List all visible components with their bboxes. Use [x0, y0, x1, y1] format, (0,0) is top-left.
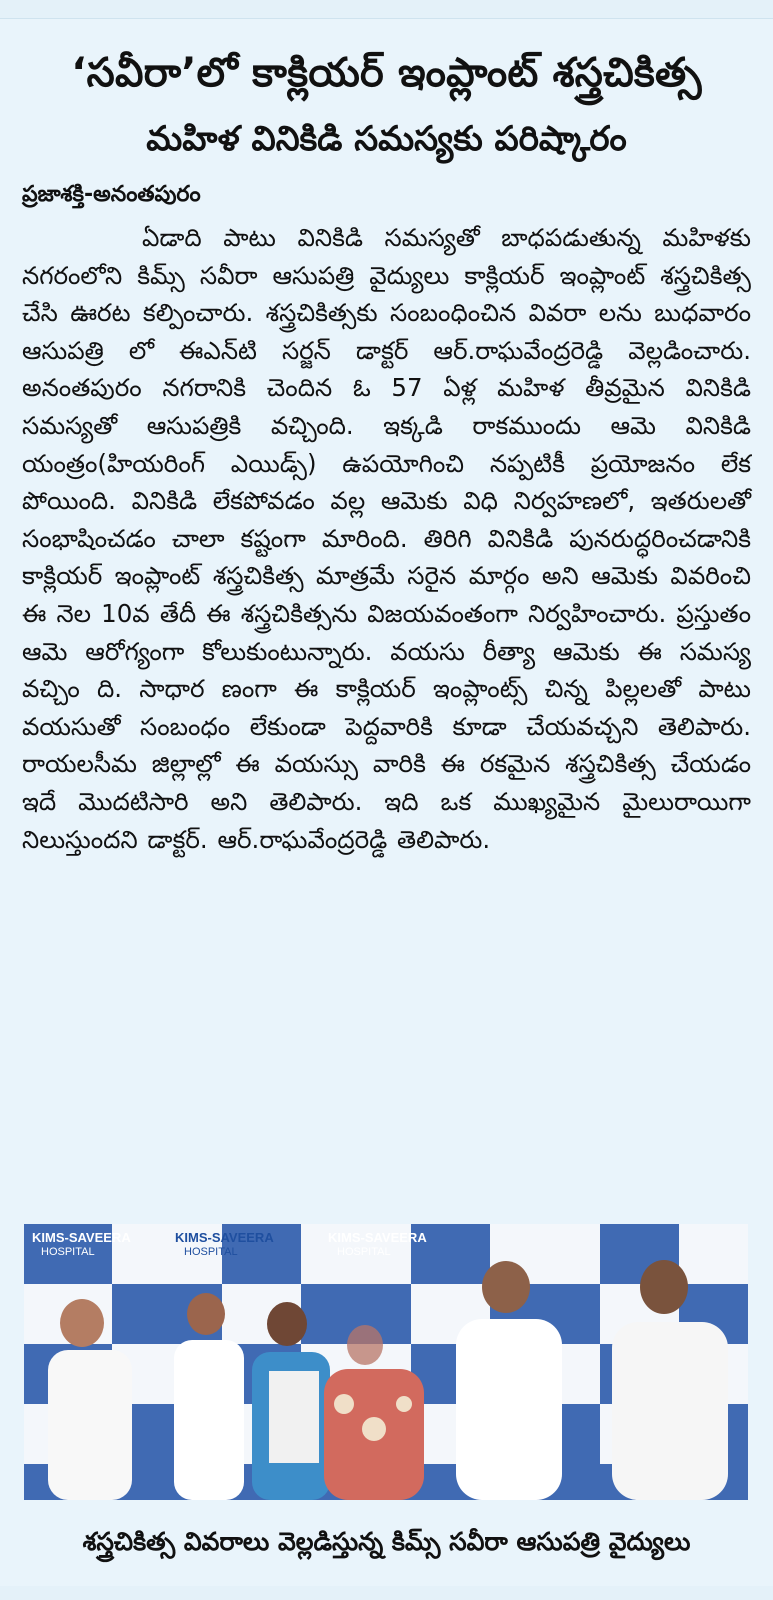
article-body: ఏడాది పాటు వినికిడి సమస్యతో బాధపడుతున్న మహిళకు నగరంలోని కిమ్స్ సవీరా ఆసుపత్రి వైద్యులు కాక్లియర్ ఇంప్లాంట్ శస్త్రచికిత్స చేసి ఊరట కల్పించారు. శస్త్రచికిత్సకు సంబంధించిన వివరా లను బుధవారం ఆసుపత్రి లో ఈఎన్‌టి సర్జన్ డాక్టర్ ఆర్.రాఘవేంద్రరెడ్డి వెల్లడించారు. అనంతపురం నగరానికి చెందిన ఓ 57 ఏళ్ల మహిళ తీవ్రమైన వినికిడి సమస్యతో ఆసుపత్రికి వచ్చింది. ఇక్కడి రాకముందు ఆమె వినికిడి యంత్రం(హియరింగ్ ఎయిడ్స్) ఉపయోగించి నప్పటికీ ప్రయోజనం లేక పోయింది. వినికిడి లేకపోవడం వల్ల ఆమెకు విధి నిర్వహణలో, ఇతరులతో సంభాషించడం చాలా కష్టంగా మారింది. తిరిగి వినికిడి పునరుద్ధరించడానికి కాక్లియర్ ఇంప్లాంట్ శస్త్రచికిత్స మాత్రమే సరైన మార్గం అని ఆమెకు వివరించి ఈ నెల 10వ తేదీ ఈ శస్త్రచికిత్సను విజయవంతంగా నిర్వహించారు. ప్రస్తుతం ఆమె ఆరోగ్యంగా కోలుకుంటున్నారు. వయసు రీత్యా ఆమెకు ఈ సమస్య వచ్చిం ది. సాధార ణంగా ఈ కాక్లియర్ ఇంప్లాంట్స్ చిన్న పిల్లలతో పాటు వయసుతో సంబంధం లేకుండా పెద్దవారికి కూడా చేయవచ్చని తెలిపారు. రాయలసీమ జిల్లాల్లో ఈ వయస్సు వారికి ఈ రకమైన శస్త్రచికిత్స చేయడం ఇదే మొదటిసారి అని తెలిపారు. ఇది ఒక ముఖ్యమైన మైలురాయిగా నిలుస్తుందని డాక్టర్. ఆర్.రాఘవేంద్రరెడ్డి తెలిపారు. — [22, 223, 751, 854]
top-strip — [0, 0, 773, 19]
banner-logo-text-2: KIMS-SAVEERA — [175, 1230, 274, 1245]
banner-logo-text: KIMS-SAVEERA — [32, 1230, 131, 1245]
banner-logo-text-3: KIMS-SAVEERA — [328, 1230, 427, 1245]
banner-logo-subtext-2: HOSPITAL — [184, 1246, 238, 1258]
article-dateline: ప్రజాశక్తి-అనంతపురం — [22, 182, 201, 207]
banner-logo-subtext-3: HOSPITAL — [337, 1246, 391, 1258]
hospital-backdrop — [24, 1224, 748, 1500]
article-photo — [24, 1224, 748, 1500]
banner-logo-subtext: HOSPITAL — [41, 1246, 95, 1258]
article-headline: ‘సవీరా’లో కాక్లియర్ ఇంప్లాంట్ శస్త్రచికిత్స — [71, 50, 702, 96]
bottom-strip — [0, 1586, 773, 1600]
photo-caption: శస్త్రచికిత్స వివరాలు వెల్లడిస్తున్న కిమ్స్ సవీరా ఆసుపత్రి వైద్యులు — [82, 1527, 691, 1556]
article-subheadline: మహిళ వినికిడి సమస్యకు పరిష్కారం — [146, 119, 627, 159]
